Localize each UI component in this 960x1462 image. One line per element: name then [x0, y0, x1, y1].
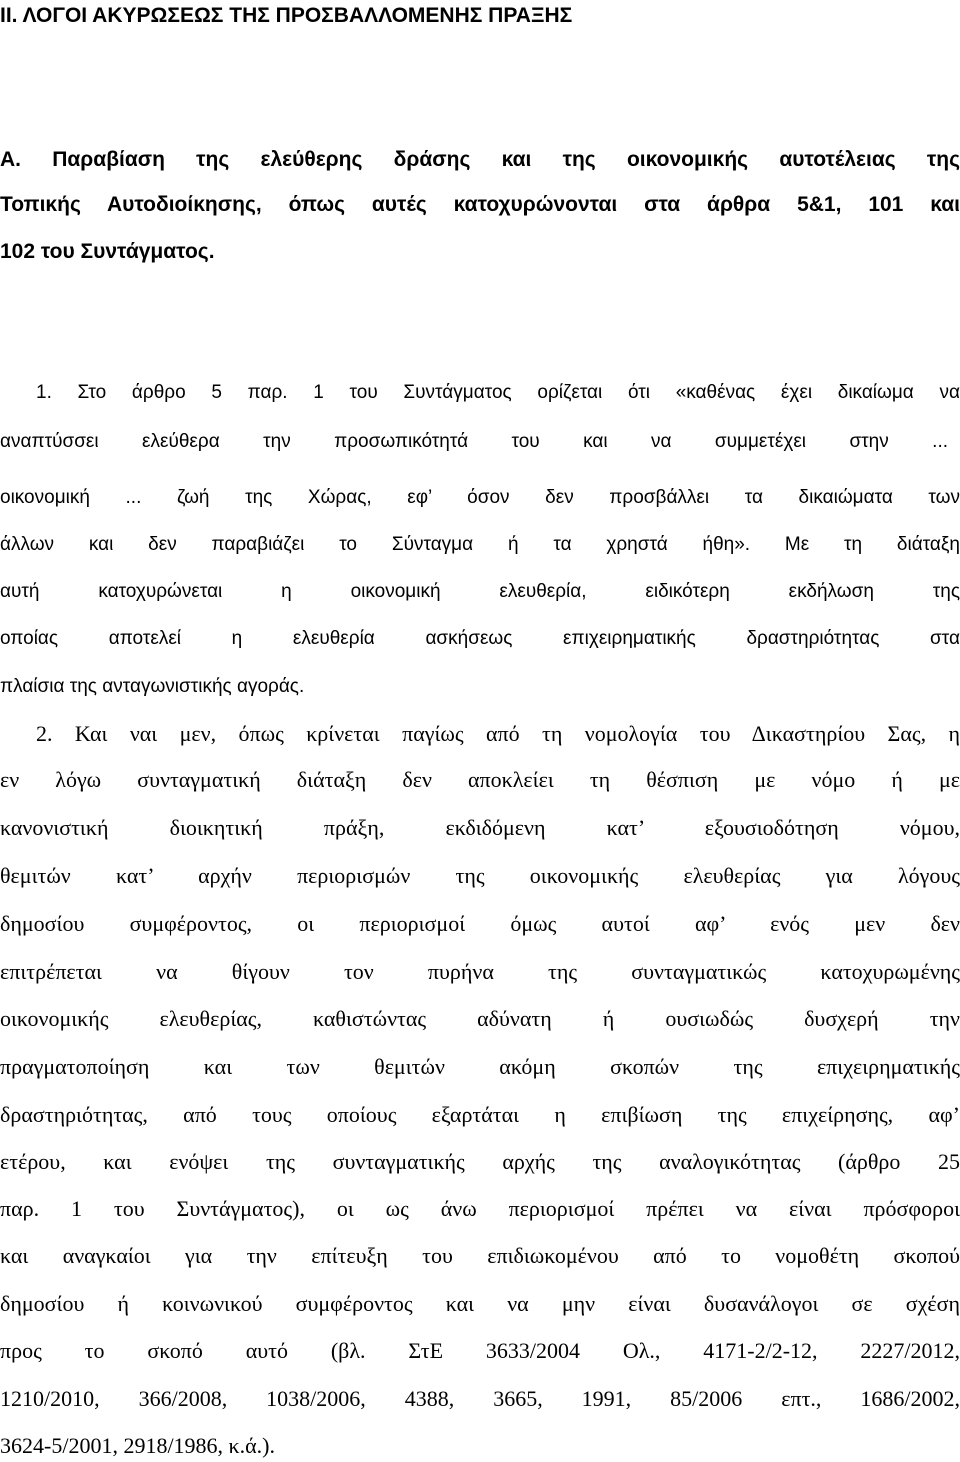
- para2-line-6: επιτρέπεται να θίγουν τον πυρήνα της συνταγματικώς κατοχυρωμένης: [0, 959, 960, 984]
- para2-line-8: πραγματοποίηση και των θεμιτών ακόμη σκοπών της επιχειρηματικής: [0, 1054, 960, 1079]
- section-a-title-line-2: Τοπικής Αυτοδιοίκησης, όπως αυτές κατοχυρώνονται στα άρθρα 5&1, 101 και: [0, 193, 960, 216]
- para1-line-7: πλαίσια της ανταγωνιστικής αγοράς.: [0, 676, 305, 697]
- para2-line-11: παρ. 1 του Συντάγματος), οι ως άνω περιορισμοί πρέπει να είναι πρόσφοροι: [0, 1196, 960, 1221]
- para2-line-14: προς το σκοπό αυτό (βλ. ΣτΕ 3633/2004 Ολ., 4171-2/2-12, 2227/2012,: [0, 1338, 960, 1363]
- para2-line-12: και αναγκαίοι για την επίτευξη του επιδιωκομένου από το νομοθέτη σκοπού: [0, 1243, 960, 1268]
- para1-line-2: αναπτύσσει ελεύθερα την προσωπικότητά του και να συμμετέχει στην ...: [0, 431, 948, 452]
- para2-line-9: δραστηριότητας, από τους οποίους εξαρτάται η επιβίωση της επιχείρησης, αφ’: [0, 1102, 960, 1127]
- para1-line-5: αυτή κατοχυρώνεται η οικονομική ελευθερία, ειδικότερη εκδήλωση της: [0, 581, 960, 602]
- para2-line-16: 3624-5/2001, 2918/1986, κ.ά.).: [0, 1433, 275, 1458]
- section-a-title-line-3: 102 του Συντάγματος.: [0, 240, 215, 263]
- para2-line-3: κανονιστική διοικητική πράξη, εκδιδόμενη κατ’ εξουσιοδότηση νόμου,: [0, 815, 960, 840]
- para1-line-3: οικονομική ... ζωή της Χώρας, εφ’ όσον δεν προσβάλλει τα δικαιώματα των: [0, 487, 960, 508]
- para2-line-4: θεμιτών κατ’ αρχήν περιορισμών της οικονομικής ελευθερίας για λόγους: [0, 863, 960, 888]
- section-a-title-line-1: Α. Παραβίαση της ελεύθερης δράσης και της οικονομικής αυτοτέλειας της: [0, 148, 960, 171]
- page-title: ΙΙ. ΛΟΓΟΙ ΑΚΥΡΩΣΕΩΣ ΤΗΣ ΠΡΟΣΒΑΛΛΟΜΕΝΗΣ ΠΡΑΞΗΣ: [0, 4, 573, 27]
- para2-line-7: οικονομικής ελευθερίας, καθιστώντας αδύνατη ή ουσιωδώς δυσχερή την: [0, 1006, 960, 1031]
- para2-line-1: 2. Και ναι μεν, όπως κρίνεται παγίως από τη νομολογία του Δικαστηρίου Σας, η: [36, 721, 960, 746]
- para1-line-4: άλλων και δεν παραβιάζει το Σύνταγμα ή τα χρηστά ήθη». Με τη διάταξη: [0, 534, 960, 555]
- para2-line-15: 1210/2010, 366/2008, 1038/2006, 4388, 3665, 1991, 85/2006 επτ., 1686/2002,: [0, 1386, 960, 1411]
- para2-line-10: ετέρου, και ενόψει της συνταγματικής αρχής της αναλογικότητας (άρθρο 25: [0, 1149, 960, 1174]
- para2-line-5: δημοσίου συμφέροντος, οι περιορισμοί όμως αυτοί αφ’ ενός μεν δεν: [0, 911, 960, 936]
- para1-line-1: 1. Στο άρθρο 5 παρ. 1 του Συντάγματος ορίζεται ότι «καθένας έχει δικαίωμα να: [36, 382, 960, 403]
- para2-line-13: δημοσίου ή κοινωνικού συμφέροντος και να μην είναι δυσανάλογοι σε σχέση: [0, 1291, 960, 1316]
- para1-line-6: οποίας αποτελεί η ελευθερία ασκήσεως επιχειρηματικής δραστηριότητας στα: [0, 628, 960, 649]
- para2-line-2: εν λόγω συνταγματική διάταξη δεν αποκλείει τη θέσπιση με νόμο ή με: [0, 767, 960, 792]
